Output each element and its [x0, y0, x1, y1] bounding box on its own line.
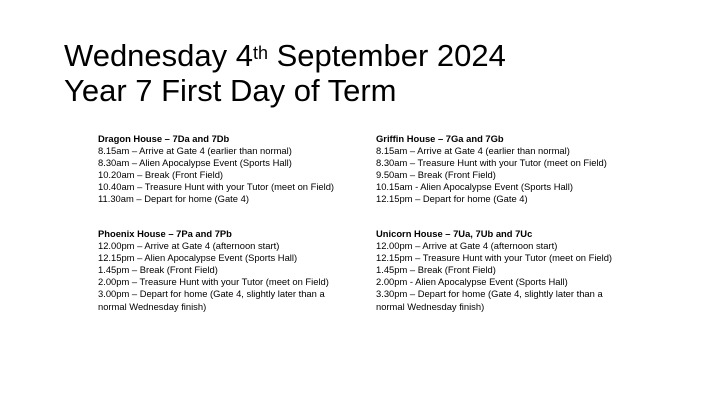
- title-line-2: Year 7 First Day of Term: [64, 73, 397, 108]
- house-heading: Griffin House – 7Ga and 7Gb: [376, 133, 504, 144]
- house-heading: Dragon House – 7Da and 7Db: [98, 133, 230, 144]
- schedule-item: 10.20am – Break (Front Field): [98, 169, 224, 181]
- schedule-item: 8.15am – Arrive at Gate 4 (earlier than normal): [98, 145, 292, 157]
- schedule-item: 2.00pm – Treasure Hunt with your Tutor (meet on Field): [98, 276, 329, 288]
- house-schedule-dragon: [98, 133, 388, 206]
- title-line-1: [64, 38, 506, 73]
- schedule-item: 1.45pm – Break (Front Field): [98, 264, 218, 276]
- schedule-item: 12.15pm – Treasure Hunt with your Tutor (meet on Field): [376, 252, 613, 264]
- house-heading: Unicorn House – 7Ua, 7Ub and 7Uc: [376, 228, 533, 239]
- schedule-item: 11.30am – Depart for home (Gate 4): [98, 193, 249, 205]
- schedule-item: 10.40am – Treasure Hunt with your Tutor (meet on Field): [98, 181, 335, 193]
- slide-title: [64, 38, 506, 108]
- schedule-item: 12.00pm – Arrive at Gate 4 (afternoon start): [376, 240, 558, 252]
- schedule-item: 8.30am – Treasure Hunt with your Tutor (meet on Field): [376, 157, 607, 169]
- schedule-item: 9.50am – Break (Front Field): [376, 169, 496, 181]
- schedule-item: 3.30pm – Depart for home (Gate 4, slightly later than a normal Wednesday finish): [376, 288, 603, 312]
- schedule-item: 2.00pm - Alien Apocalypse Event (Sports Hall): [376, 276, 568, 288]
- house-heading: Phoenix House – 7Pa and 7Pb: [98, 228, 232, 239]
- title-date-day: Wednesday 4: [64, 38, 253, 73]
- schedule-item: 12.00pm – Arrive at Gate 4 (afternoon start): [98, 240, 280, 252]
- house-schedule-unicorn: [376, 228, 666, 313]
- schedule-item: 12.15pm – Depart for home (Gate 4): [376, 193, 528, 205]
- schedule-item: 12.15pm – Alien Apocalypse Event (Sports Hall): [98, 252, 298, 264]
- schedule-item: 3.00pm – Depart for home (Gate 4, slightly later than a normal Wednesday finish): [98, 288, 325, 312]
- schedule-item: 10.15am - Alien Apocalypse Event (Sports Hall): [376, 181, 573, 193]
- title-date-rest: September 2024: [268, 38, 506, 73]
- title-date-ordinal: th: [253, 43, 269, 63]
- house-schedule-griffin: [376, 133, 666, 206]
- house-schedule-phoenix: [98, 228, 388, 313]
- schedule-item: 8.15am – Arrive at Gate 4 (earlier than normal): [376, 145, 570, 157]
- schedule-item: 8.30am – Alien Apocalypse Event (Sports Hall): [98, 157, 292, 169]
- schedule-item: 1.45pm – Break (Front Field): [376, 264, 496, 276]
